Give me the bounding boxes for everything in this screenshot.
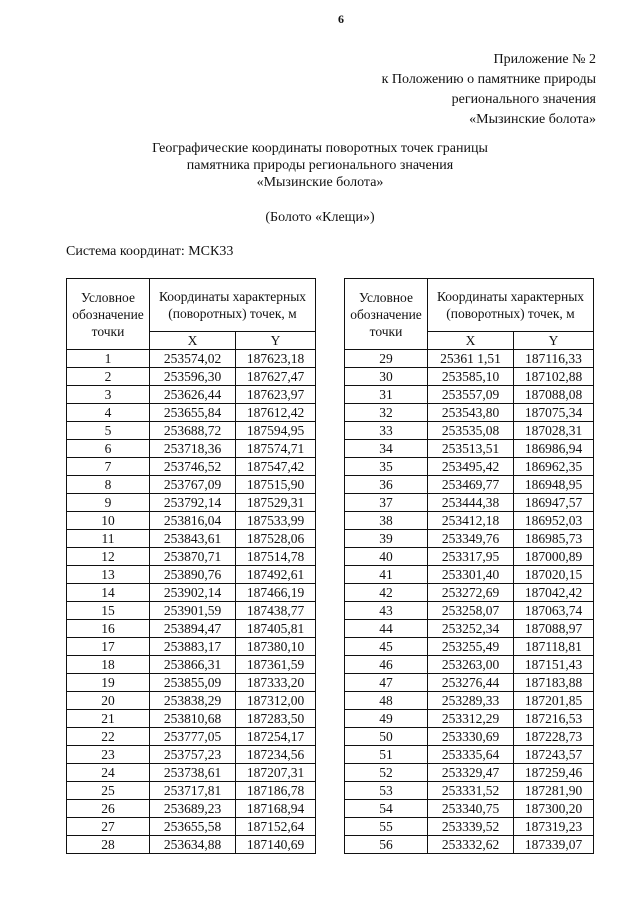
y-coordinate-cell: 187216,53 bbox=[514, 710, 594, 728]
title-line-2: памятника природы регионального значения bbox=[186, 158, 454, 173]
title-line-3: «Мызинские болота» bbox=[256, 175, 384, 190]
y-coordinate-cell: 187254,17 bbox=[236, 728, 316, 746]
point-number-cell: 29 bbox=[345, 350, 428, 368]
table-row bbox=[345, 800, 594, 818]
header-y: Y bbox=[236, 332, 316, 350]
page-number: 6 bbox=[338, 12, 344, 26]
header-point-designation: Условное обозначение точки bbox=[67, 279, 150, 350]
point-number-cell: 39 bbox=[345, 530, 428, 548]
point-number-cell: 51 bbox=[345, 746, 428, 764]
header-x: X bbox=[428, 332, 514, 350]
point-number-cell: 13 bbox=[67, 566, 150, 584]
table-row bbox=[67, 710, 316, 728]
y-coordinate-cell: 187627,47 bbox=[236, 368, 316, 386]
y-coordinate-cell: 186952,03 bbox=[514, 512, 594, 530]
y-coordinate-cell: 187281,90 bbox=[514, 782, 594, 800]
table-row bbox=[67, 386, 316, 404]
table-row bbox=[67, 512, 316, 530]
point-number-cell: 20 bbox=[67, 692, 150, 710]
x-coordinate-cell: 253331,52 bbox=[428, 782, 514, 800]
point-number-cell: 32 bbox=[345, 404, 428, 422]
x-coordinate-cell: 253258,07 bbox=[428, 602, 514, 620]
x-coordinate-cell: 253289,33 bbox=[428, 692, 514, 710]
x-coordinate-cell: 253339,52 bbox=[428, 818, 514, 836]
y-coordinate-cell: 187183,88 bbox=[514, 674, 594, 692]
x-coordinate-cell: 253574,02 bbox=[150, 350, 236, 368]
y-coordinate-cell: 187088,08 bbox=[514, 386, 594, 404]
y-coordinate-cell: 187063,74 bbox=[514, 602, 594, 620]
table-row bbox=[67, 548, 316, 566]
table-body-right bbox=[345, 350, 594, 854]
coordinate-system-label: Система координат: МСК33 bbox=[66, 244, 234, 259]
x-coordinate-cell: 253810,68 bbox=[150, 710, 236, 728]
point-number-cell: 8 bbox=[67, 476, 150, 494]
y-coordinate-cell: 187533,99 bbox=[236, 512, 316, 530]
x-coordinate-cell: 253330,69 bbox=[428, 728, 514, 746]
y-coordinate-cell: 187438,77 bbox=[236, 602, 316, 620]
document-title bbox=[0, 140, 640, 191]
table-row bbox=[345, 584, 594, 602]
table-row bbox=[67, 584, 316, 602]
y-coordinate-cell: 186986,94 bbox=[514, 440, 594, 458]
table-row bbox=[67, 404, 316, 422]
y-coordinate-cell: 187333,20 bbox=[236, 674, 316, 692]
table-row bbox=[345, 458, 594, 476]
table-row bbox=[67, 566, 316, 584]
point-number-cell: 14 bbox=[67, 584, 150, 602]
point-number-cell: 38 bbox=[345, 512, 428, 530]
y-coordinate-cell: 187612,42 bbox=[236, 404, 316, 422]
y-coordinate-cell: 187028,31 bbox=[514, 422, 594, 440]
y-coordinate-cell: 187168,94 bbox=[236, 800, 316, 818]
table-row bbox=[67, 602, 316, 620]
y-coordinate-cell: 187075,34 bbox=[514, 404, 594, 422]
point-number-cell: 50 bbox=[345, 728, 428, 746]
x-coordinate-cell: 253252,34 bbox=[428, 620, 514, 638]
x-coordinate-cell: 253792,14 bbox=[150, 494, 236, 512]
table-row bbox=[345, 494, 594, 512]
table-row bbox=[345, 656, 594, 674]
y-coordinate-cell: 187623,18 bbox=[236, 350, 316, 368]
x-coordinate-cell: 253894,47 bbox=[150, 620, 236, 638]
y-coordinate-cell: 187515,90 bbox=[236, 476, 316, 494]
table-row bbox=[67, 350, 316, 368]
point-number-cell: 45 bbox=[345, 638, 428, 656]
x-coordinate-cell: 25361 1,51 bbox=[428, 350, 514, 368]
point-number-cell: 24 bbox=[67, 764, 150, 782]
y-coordinate-cell: 187361,59 bbox=[236, 656, 316, 674]
point-number-cell: 42 bbox=[345, 584, 428, 602]
header-y: Y bbox=[514, 332, 594, 350]
x-coordinate-cell: 253738,61 bbox=[150, 764, 236, 782]
y-coordinate-cell: 187207,31 bbox=[236, 764, 316, 782]
y-coordinate-cell: 187528,06 bbox=[236, 530, 316, 548]
x-coordinate-cell: 253263,00 bbox=[428, 656, 514, 674]
point-number-cell: 25 bbox=[67, 782, 150, 800]
x-coordinate-cell: 253902,14 bbox=[150, 584, 236, 602]
x-coordinate-cell: 253412,18 bbox=[428, 512, 514, 530]
table-row bbox=[345, 818, 594, 836]
table-row bbox=[345, 620, 594, 638]
table-row bbox=[67, 422, 316, 440]
table-row bbox=[67, 656, 316, 674]
point-number-cell: 19 bbox=[67, 674, 150, 692]
y-coordinate-cell: 187466,19 bbox=[236, 584, 316, 602]
point-number-cell: 15 bbox=[67, 602, 150, 620]
document-subtitle: (Болото «Клещи») bbox=[265, 210, 375, 225]
table-row bbox=[67, 728, 316, 746]
point-number-cell: 22 bbox=[67, 728, 150, 746]
point-number-cell: 49 bbox=[345, 710, 428, 728]
table-row bbox=[345, 404, 594, 422]
table-row bbox=[67, 494, 316, 512]
y-coordinate-cell: 186962,35 bbox=[514, 458, 594, 476]
point-number-cell: 16 bbox=[67, 620, 150, 638]
x-coordinate-cell: 253335,64 bbox=[428, 746, 514, 764]
point-number-cell: 11 bbox=[67, 530, 150, 548]
point-number-cell: 28 bbox=[67, 836, 150, 854]
y-coordinate-cell: 187020,15 bbox=[514, 566, 594, 584]
x-coordinate-cell: 253317,95 bbox=[428, 548, 514, 566]
table-row bbox=[345, 386, 594, 404]
point-number-cell: 33 bbox=[345, 422, 428, 440]
x-coordinate-cell: 253444,38 bbox=[428, 494, 514, 512]
table-row bbox=[345, 602, 594, 620]
x-coordinate-cell: 253746,52 bbox=[150, 458, 236, 476]
x-coordinate-cell: 253329,47 bbox=[428, 764, 514, 782]
x-coordinate-cell: 253866,31 bbox=[150, 656, 236, 674]
table-row bbox=[345, 422, 594, 440]
table-row bbox=[67, 368, 316, 386]
point-number-cell: 10 bbox=[67, 512, 150, 530]
y-coordinate-cell: 187259,46 bbox=[514, 764, 594, 782]
y-coordinate-cell: 187088,97 bbox=[514, 620, 594, 638]
table-row bbox=[67, 746, 316, 764]
table-row bbox=[345, 674, 594, 692]
table-row bbox=[345, 368, 594, 386]
point-number-cell: 3 bbox=[67, 386, 150, 404]
point-number-cell: 18 bbox=[67, 656, 150, 674]
x-coordinate-cell: 253634,88 bbox=[150, 836, 236, 854]
point-number-cell: 2 bbox=[67, 368, 150, 386]
y-coordinate-cell: 187547,42 bbox=[236, 458, 316, 476]
table-row bbox=[345, 530, 594, 548]
x-coordinate-cell: 253890,76 bbox=[150, 566, 236, 584]
header-x: X bbox=[150, 332, 236, 350]
point-number-cell: 31 bbox=[345, 386, 428, 404]
y-coordinate-cell: 187116,33 bbox=[514, 350, 594, 368]
y-coordinate-cell: 187152,64 bbox=[236, 818, 316, 836]
x-coordinate-cell: 253332,62 bbox=[428, 836, 514, 854]
table-row bbox=[67, 782, 316, 800]
table-row bbox=[67, 818, 316, 836]
table-row bbox=[67, 530, 316, 548]
y-coordinate-cell: 187405,81 bbox=[236, 620, 316, 638]
x-coordinate-cell: 253495,42 bbox=[428, 458, 514, 476]
table-row bbox=[345, 548, 594, 566]
point-number-cell: 6 bbox=[67, 440, 150, 458]
y-coordinate-cell: 186947,57 bbox=[514, 494, 594, 512]
y-coordinate-cell: 187492,61 bbox=[236, 566, 316, 584]
point-number-cell: 46 bbox=[345, 656, 428, 674]
x-coordinate-cell: 253312,29 bbox=[428, 710, 514, 728]
table-row bbox=[345, 782, 594, 800]
point-number-cell: 43 bbox=[345, 602, 428, 620]
point-number-cell: 55 bbox=[345, 818, 428, 836]
y-coordinate-cell: 186948,95 bbox=[514, 476, 594, 494]
table-row bbox=[345, 638, 594, 656]
point-number-cell: 26 bbox=[67, 800, 150, 818]
point-number-cell: 47 bbox=[345, 674, 428, 692]
point-number-cell: 34 bbox=[345, 440, 428, 458]
point-number-cell: 56 bbox=[345, 836, 428, 854]
x-coordinate-cell: 253340,75 bbox=[428, 800, 514, 818]
y-coordinate-cell: 187140,69 bbox=[236, 836, 316, 854]
y-coordinate-cell: 187300,20 bbox=[514, 800, 594, 818]
y-coordinate-cell: 187102,88 bbox=[514, 368, 594, 386]
y-coordinate-cell: 186985,73 bbox=[514, 530, 594, 548]
point-number-cell: 53 bbox=[345, 782, 428, 800]
x-coordinate-cell: 253272,69 bbox=[428, 584, 514, 602]
x-coordinate-cell: 253469,77 bbox=[428, 476, 514, 494]
table-row bbox=[345, 728, 594, 746]
table-row bbox=[345, 836, 594, 854]
table-row bbox=[345, 440, 594, 458]
point-number-cell: 9 bbox=[67, 494, 150, 512]
x-coordinate-cell: 253843,61 bbox=[150, 530, 236, 548]
y-coordinate-cell: 187574,71 bbox=[236, 440, 316, 458]
y-coordinate-cell: 187186,78 bbox=[236, 782, 316, 800]
point-number-cell: 40 bbox=[345, 548, 428, 566]
header-coordinates: Координаты характерных (поворотных) точек, м bbox=[150, 279, 316, 332]
appendix-reference bbox=[196, 50, 596, 130]
table-row bbox=[67, 764, 316, 782]
y-coordinate-cell: 187339,07 bbox=[514, 836, 594, 854]
table-row bbox=[345, 692, 594, 710]
table-row bbox=[345, 512, 594, 530]
point-number-cell: 52 bbox=[345, 764, 428, 782]
point-number-cell: 21 bbox=[67, 710, 150, 728]
x-coordinate-cell: 253870,71 bbox=[150, 548, 236, 566]
y-coordinate-cell: 187243,57 bbox=[514, 746, 594, 764]
appendix-line-1: Приложение № 2 bbox=[493, 52, 596, 67]
appendix-line-2: к Положению о памятнике природы bbox=[381, 72, 596, 87]
x-coordinate-cell: 253626,44 bbox=[150, 386, 236, 404]
x-coordinate-cell: 253349,76 bbox=[428, 530, 514, 548]
x-coordinate-cell: 253717,81 bbox=[150, 782, 236, 800]
header-coordinates: Координаты характерных (поворотных) точек, м bbox=[428, 279, 594, 332]
point-number-cell: 1 bbox=[67, 350, 150, 368]
point-number-cell: 23 bbox=[67, 746, 150, 764]
table-row bbox=[67, 800, 316, 818]
point-number-cell: 5 bbox=[67, 422, 150, 440]
table-row bbox=[345, 710, 594, 728]
x-coordinate-cell: 253655,58 bbox=[150, 818, 236, 836]
table-row bbox=[67, 440, 316, 458]
x-coordinate-cell: 253816,04 bbox=[150, 512, 236, 530]
x-coordinate-cell: 253777,05 bbox=[150, 728, 236, 746]
point-number-cell: 17 bbox=[67, 638, 150, 656]
table-row bbox=[67, 692, 316, 710]
x-coordinate-cell: 253557,09 bbox=[428, 386, 514, 404]
y-coordinate-cell: 187623,97 bbox=[236, 386, 316, 404]
x-coordinate-cell: 253757,23 bbox=[150, 746, 236, 764]
table-row bbox=[67, 674, 316, 692]
x-coordinate-cell: 253276,44 bbox=[428, 674, 514, 692]
point-number-cell: 54 bbox=[345, 800, 428, 818]
coordinates-table-left bbox=[66, 278, 316, 854]
x-coordinate-cell: 253718,36 bbox=[150, 440, 236, 458]
x-coordinate-cell: 253301,40 bbox=[428, 566, 514, 584]
x-coordinate-cell: 253689,23 bbox=[150, 800, 236, 818]
y-coordinate-cell: 187151,43 bbox=[514, 656, 594, 674]
x-coordinate-cell: 253535,08 bbox=[428, 422, 514, 440]
table-row bbox=[67, 620, 316, 638]
table-row bbox=[345, 746, 594, 764]
x-coordinate-cell: 253838,29 bbox=[150, 692, 236, 710]
y-coordinate-cell: 187380,10 bbox=[236, 638, 316, 656]
y-coordinate-cell: 187042,42 bbox=[514, 584, 594, 602]
point-number-cell: 41 bbox=[345, 566, 428, 584]
table-row bbox=[67, 836, 316, 854]
y-coordinate-cell: 187201,85 bbox=[514, 692, 594, 710]
y-coordinate-cell: 187000,89 bbox=[514, 548, 594, 566]
x-coordinate-cell: 253901,59 bbox=[150, 602, 236, 620]
x-coordinate-cell: 253543,80 bbox=[428, 404, 514, 422]
x-coordinate-cell: 253655,84 bbox=[150, 404, 236, 422]
table-row bbox=[67, 458, 316, 476]
y-coordinate-cell: 187594,95 bbox=[236, 422, 316, 440]
table-row bbox=[345, 350, 594, 368]
point-number-cell: 36 bbox=[345, 476, 428, 494]
appendix-line-4: «Мызинские болота» bbox=[469, 112, 596, 127]
point-number-cell: 37 bbox=[345, 494, 428, 512]
point-number-cell: 48 bbox=[345, 692, 428, 710]
point-number-cell: 27 bbox=[67, 818, 150, 836]
table-row bbox=[67, 638, 316, 656]
table-row bbox=[345, 476, 594, 494]
x-coordinate-cell: 253585,10 bbox=[428, 368, 514, 386]
y-coordinate-cell: 187514,78 bbox=[236, 548, 316, 566]
table-row bbox=[345, 764, 594, 782]
point-number-cell: 4 bbox=[67, 404, 150, 422]
x-coordinate-cell: 253767,09 bbox=[150, 476, 236, 494]
y-coordinate-cell: 187529,31 bbox=[236, 494, 316, 512]
header-point-designation: Условное обозначение точки bbox=[345, 279, 428, 350]
point-number-cell: 30 bbox=[345, 368, 428, 386]
x-coordinate-cell: 253255,49 bbox=[428, 638, 514, 656]
title-line-1: Географические координаты поворотных точек границы bbox=[152, 141, 488, 156]
appendix-line-3: регионального значения bbox=[451, 92, 596, 107]
x-coordinate-cell: 253596,30 bbox=[150, 368, 236, 386]
x-coordinate-cell: 253513,51 bbox=[428, 440, 514, 458]
coordinates-table-right bbox=[344, 278, 594, 854]
point-number-cell: 44 bbox=[345, 620, 428, 638]
point-number-cell: 7 bbox=[67, 458, 150, 476]
y-coordinate-cell: 187319,23 bbox=[514, 818, 594, 836]
point-number-cell: 35 bbox=[345, 458, 428, 476]
table-row bbox=[67, 476, 316, 494]
y-coordinate-cell: 187118,81 bbox=[514, 638, 594, 656]
y-coordinate-cell: 187312,00 bbox=[236, 692, 316, 710]
table-body-left bbox=[67, 350, 316, 854]
point-number-cell: 12 bbox=[67, 548, 150, 566]
y-coordinate-cell: 187234,56 bbox=[236, 746, 316, 764]
x-coordinate-cell: 253855,09 bbox=[150, 674, 236, 692]
x-coordinate-cell: 253688,72 bbox=[150, 422, 236, 440]
y-coordinate-cell: 187228,73 bbox=[514, 728, 594, 746]
x-coordinate-cell: 253883,17 bbox=[150, 638, 236, 656]
table-row bbox=[345, 566, 594, 584]
y-coordinate-cell: 187283,50 bbox=[236, 710, 316, 728]
